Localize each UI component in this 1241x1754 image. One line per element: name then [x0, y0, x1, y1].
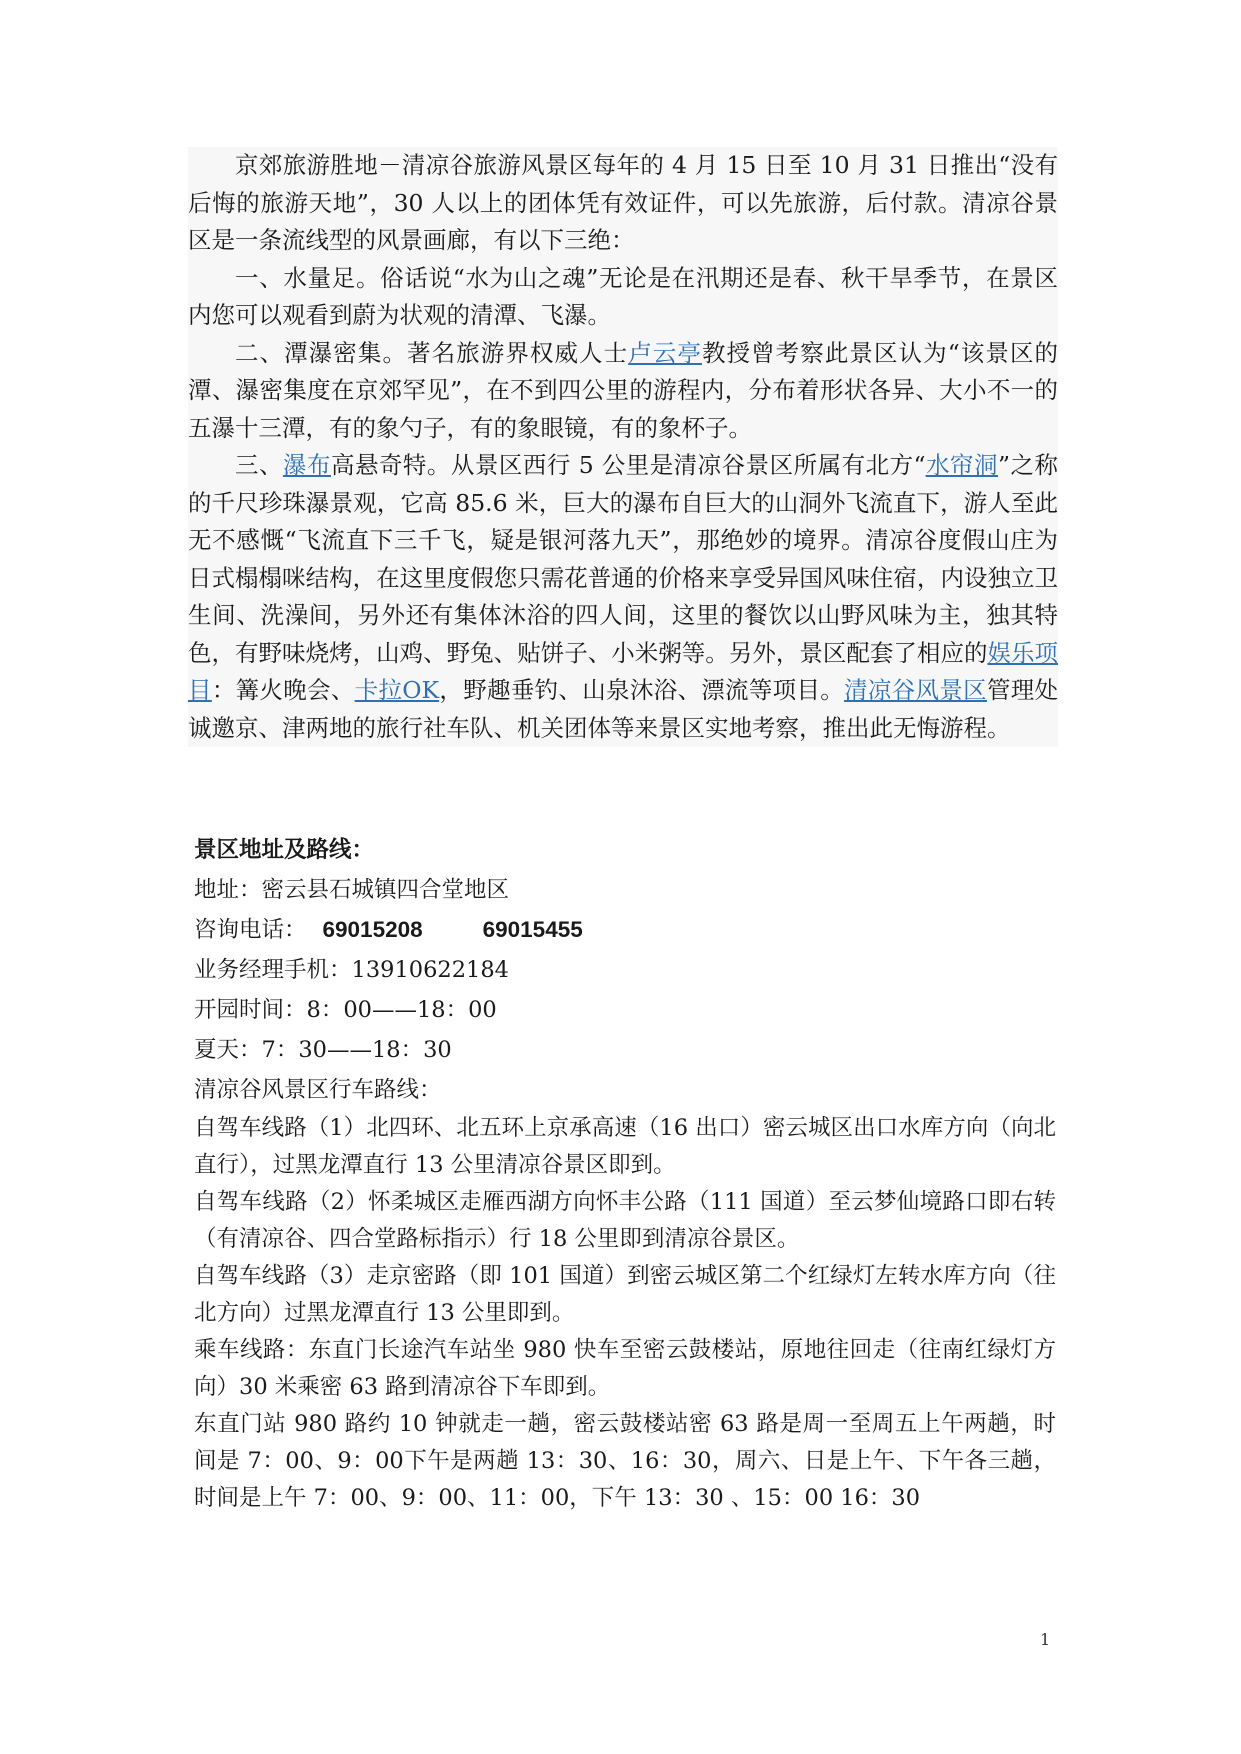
link-water-curtain-cave[interactable]: 水帘洞: [925, 451, 999, 479]
section-heading: 景区地址及路线：: [194, 837, 375, 863]
text-segment: ，野趣垂钓、山泉沐浴、漂流等项目。: [439, 676, 845, 704]
text-segment: 二、潭瀑密集。著名旅游界权威人士: [235, 338, 629, 367]
phone-number-2: 69015455: [482, 917, 583, 942]
text-segment: 管理处诚邀京、津两地的旅行社车队、机关团体等来景区实地考察，推出此无悔游程。: [188, 676, 1059, 742]
bus-schedule: 东直门站 980 路约 10 钟就走一趟，密云鼓楼站密 63 路是周一至周五上午两趟，时间是 7：00、9：00下午是两趟 13：30、16：30，周六、日是上午、下午各三趟，时间是上午 7：00、9：00、11：00，下午 13：30 、15：00 16：30: [194, 1411, 1056, 1511]
intro-paragraph-3: [188, 335, 1058, 448]
link-entertainment[interactable]: 娱乐项目: [188, 638, 1059, 704]
routes-title: 清凉谷风景区行车路线：: [194, 1077, 442, 1103]
intro-section: [188, 147, 1058, 747]
text-segment: ”之称的千尺珍珠瀑景观，它高 85.6 米，巨大的瀑布自巨大的山洞外飞流直下，游人至此无不感慨“飞流直下三千飞，疑是银河落九天”，那绝妙的境界。清凉谷度假山庄为日式榻榻咪结构，在这里度假您只需花普通的价格来享受异国风味住宿，内设独立卫生间、洗澡间，另外还有集体沐浴的四人间，这里的餐饮以山野风味为主，独其特色，有野味烧烤，山鸡、野兔、贴饼子、小米粥等。另外，景区配套了相应的: [188, 451, 1059, 667]
mobile-line: 业务经理手机：13910622184: [194, 957, 509, 983]
route-3: 自驾车线路（3）走京密路（即 101 国道）到密云城区第二个红绿灯左转水库方向（往北方向）过黑龙潭直行 13 公里即到。: [194, 1263, 1056, 1326]
text-segment: 高悬奇特。从景区西行 5 公里是清凉谷景区所属有北方“: [330, 451, 926, 479]
address-line: 地址：密云县石城镇四合堂地区: [194, 877, 510, 903]
link-waterfall[interactable]: 瀑布: [282, 451, 331, 479]
text-segment: 教授曾考察此景区认为“该景区的潭、瀑密集度在京郊罕见”，在不到四公里的游程内，分布着形状各异、大小不一的五瀑十三潭，有的象勺子，有的象眼镜，有的象杯子。: [188, 338, 1059, 442]
route-2: 自驾车线路（2）怀柔城区走雁西湖方向怀丰公路（111 国道）至云梦仙境路口即右转（有清凉谷、四合堂路标指示）行 18 公里即到清凉谷景区。: [194, 1189, 1056, 1252]
intro-paragraph-2: 一、水量足。俗话说“水为山之魂”无论是在汛期还是春、秋干旱季节，在景区内您可以观看到蔚为状观的清潭、飞瀑。: [188, 263, 1058, 329]
open-hours-line: 开园时间：8：00——18：00: [194, 997, 497, 1023]
info-section: [194, 830, 1056, 1517]
route-1: 自驾车线路（1）北四环、北五环上京承高速（16 出口）密云城区出口水库方向（向北直行），过黑龙潭直行 13 公里清凉谷景区即到。: [194, 1115, 1056, 1178]
bus-route: 乘车线路：东直门长途汽车站坐 980 快车至密云鼓楼站，原地往回走（往南红绿灯方向）30 米乘密 63 路到清凉谷下车即到。: [194, 1337, 1056, 1400]
intro-paragraph-4: [188, 447, 1058, 747]
page-number: 1: [1040, 1630, 1051, 1649]
link-lu-yunting[interactable]: 卢云亭: [628, 338, 702, 367]
text-segment: ：篝火晚会、: [211, 676, 355, 704]
text-segment: 三、: [235, 451, 283, 479]
phone-number-1: 69015208: [322, 917, 423, 942]
phone-line: [194, 910, 1056, 950]
link-karaoke[interactable]: 卡拉OK: [354, 676, 440, 704]
phone-label: 咨询电话：: [194, 917, 307, 943]
intro-paragraph-1: 京郊旅游胜地－清凉谷旅游风景区每年的 4 月 15 日至 10 月 31 日推出“没有后悔的旅游天地”，30 人以上的团体凭有效证件，可以先旅游，后付款。清凉谷景区是一条流线型的风景画廊，有以下三绝：: [188, 151, 1058, 254]
link-scenic-area[interactable]: 清凉谷风景区: [844, 676, 987, 704]
summer-hours-line: 夏天：7：30——18：30: [194, 1037, 452, 1063]
